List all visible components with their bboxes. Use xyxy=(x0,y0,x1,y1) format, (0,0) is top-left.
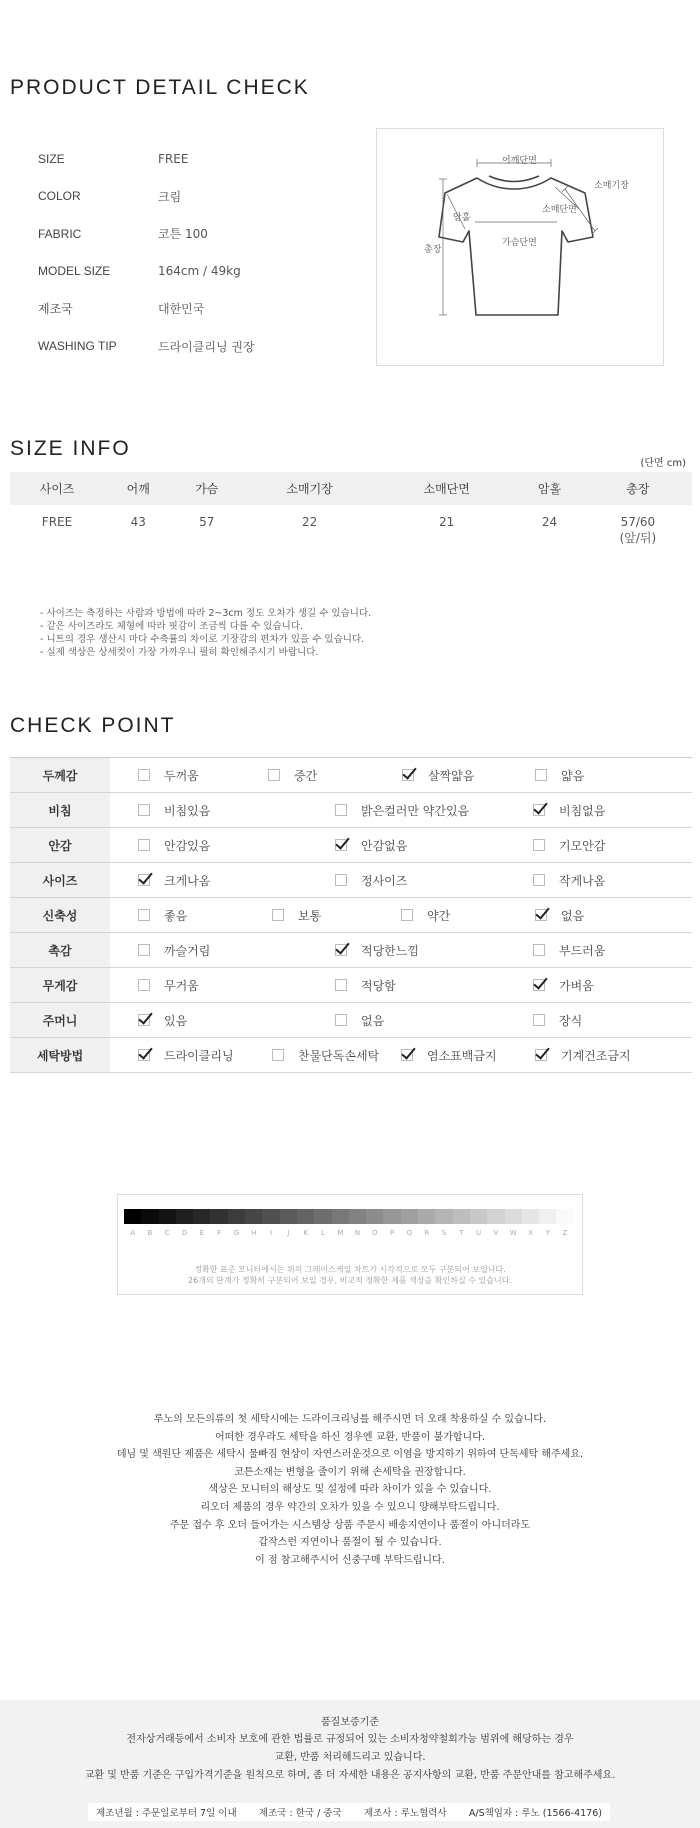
column-header: 어깨 xyxy=(104,472,173,505)
checkbox-icon[interactable] xyxy=(335,874,347,886)
checkbox-icon[interactable] xyxy=(138,909,150,921)
grayscale-note-line: 26개의 단계가 정확히 구분되어 보일 경우, 비교적 정확한 제품 색상을 확인하실 수 있습니다. xyxy=(188,1276,512,1285)
check-option-label: 밝은컬러만 약간있음 xyxy=(361,803,470,818)
care-line: 데님 및 색원단 제품은 세탁시 물빠짐 현상이 자연스러운것으로 이염을 방지하기 위하여 단독세탁 해주세요. xyxy=(116,1449,584,1461)
label-sleeve-length: 소매기장 xyxy=(594,181,629,191)
check-row-label: 두께감 xyxy=(10,758,110,792)
spec-row xyxy=(38,140,338,178)
check-option[interactable] xyxy=(533,863,605,897)
check-option-label: 살짝얇음 xyxy=(428,768,475,783)
grayscale-swatch xyxy=(262,1209,279,1224)
footer-info: A/S책임자 : 루노 (1566-4176) xyxy=(468,1808,602,1819)
grayscale-letter: U xyxy=(476,1229,482,1237)
check-option[interactable] xyxy=(335,793,469,827)
footer-text xyxy=(0,1731,700,1785)
check-option-label: 얇음 xyxy=(561,768,585,783)
spec-value: 코튼 100 xyxy=(158,227,208,242)
grayscale-letter: I xyxy=(269,1229,273,1237)
check-option[interactable] xyxy=(535,898,584,932)
grayscale-letter: S xyxy=(441,1229,447,1237)
grayscale-letter: G xyxy=(233,1229,240,1237)
grayscale-letter: Q xyxy=(406,1229,413,1237)
care-line: 색상은 모니터의 해상도 및 설정에 따라 차이가 있을 수 있습니다. xyxy=(208,1484,492,1496)
spec-key: WASHING TIP xyxy=(38,339,117,354)
checked-checkbox-icon[interactable] xyxy=(535,1049,547,1061)
care-line: 이 점 참고해주시어 신중구매 부탁드립니다. xyxy=(255,1554,445,1566)
grayscale-letter: H xyxy=(251,1229,257,1237)
grayscale-swatch xyxy=(297,1209,314,1224)
grayscale-swatch xyxy=(401,1209,418,1224)
care-line: 주문 접수 후 오더 들어가는 시스템상 상품 주문시 배송지연이나 품절이 아니더라도 xyxy=(169,1519,531,1531)
unit-label: (단면 cm) xyxy=(640,458,686,469)
grayscale-swatch xyxy=(176,1209,193,1224)
measurement-diagram xyxy=(376,128,664,366)
grayscale-swatch xyxy=(349,1209,366,1224)
spec-value: 대한민국 xyxy=(158,302,205,317)
column-header: 가슴 xyxy=(173,472,242,505)
check-row-label: 세탁방법 xyxy=(10,1038,110,1072)
grayscale-chart xyxy=(117,1194,583,1295)
checked-checkbox-icon[interactable] xyxy=(335,839,347,851)
grayscale-swatch xyxy=(245,1209,262,1224)
footer-title: 품질보증기준 xyxy=(321,1717,379,1728)
footer-info: 제조사 : 루노협력사 xyxy=(363,1808,447,1819)
checkbox-icon[interactable] xyxy=(272,1049,284,1061)
check-option-label: 안감있음 xyxy=(164,838,211,853)
check-row xyxy=(10,933,692,968)
care-line: 리오더 제품의 경우 약간의 오차가 있을 수 있으니 양해부탁드립니다. xyxy=(200,1501,500,1513)
spec-list xyxy=(38,140,338,365)
checked-checkbox-icon[interactable] xyxy=(535,909,547,921)
grayscale-swatch xyxy=(470,1209,487,1224)
spec-value: 164cm / 49kg xyxy=(158,264,241,279)
check-option-label: 약간 xyxy=(427,908,451,923)
checkbox-icon[interactable] xyxy=(138,839,150,851)
grayscale-letters xyxy=(124,1229,574,1237)
check-option[interactable] xyxy=(533,933,605,967)
checked-checkbox-icon[interactable] xyxy=(138,1049,150,1061)
footer-line: 전자상거래등에서 소비자 보호에 관한 법률로 규정되어 있는 소비자청약철회가능 범위에 해당하는 경우 xyxy=(126,1734,574,1745)
grayscale-letter: K xyxy=(303,1229,308,1237)
check-option[interactable] xyxy=(272,1038,379,1072)
checked-checkbox-icon[interactable] xyxy=(401,1049,413,1061)
table-row xyxy=(10,505,692,555)
check-row xyxy=(10,968,692,1003)
grayscale-swatch xyxy=(383,1209,400,1224)
care-notice xyxy=(0,1411,700,1569)
note-line: - 같은 사이즈라도 체형에 따라 핏감이 조금씩 다를 수 있습니다. xyxy=(40,621,304,632)
spec-row xyxy=(38,253,338,291)
check-row-label: 주머니 xyxy=(10,1003,110,1037)
spec-row xyxy=(38,215,338,253)
grayscale-letter: F xyxy=(217,1229,222,1237)
checkbox-icon[interactable] xyxy=(533,874,545,886)
check-option[interactable] xyxy=(138,863,210,897)
footer-info: 제조국 : 한국 / 중국 xyxy=(258,1808,342,1819)
spec-value: 크림 xyxy=(158,189,182,204)
checkbox-icon[interactable] xyxy=(272,909,284,921)
check-option[interactable] xyxy=(138,828,210,862)
grayscale-note-line: 정확한 표준 모니터에서는 위의 그레이스케일 차트가 시각적으로 모두 구분되어 보입니다. xyxy=(194,1265,506,1274)
table-cell: 57 xyxy=(199,515,215,529)
grayscale-letter: T xyxy=(459,1229,464,1237)
check-option[interactable] xyxy=(335,863,407,897)
grayscale-swatch xyxy=(453,1209,470,1224)
checkbox-icon[interactable] xyxy=(535,769,547,781)
spec-value: 드라이클리닝 권장 xyxy=(158,339,255,354)
grayscale-swatch xyxy=(159,1209,176,1224)
check-option-label: 기모안감 xyxy=(559,838,606,853)
check-point-table xyxy=(10,757,692,1073)
label-shoulder: 어깨단면 xyxy=(502,156,537,166)
size-info-title: SIZE INFO xyxy=(10,437,131,460)
grayscale-swatch xyxy=(141,1209,158,1224)
length-value: 57/60 xyxy=(620,515,656,529)
care-line: 어떠한 경우라도 세탁을 하신 경우엔 교환, 반품이 불가합니다. xyxy=(214,1431,486,1443)
check-option[interactable] xyxy=(533,968,594,1002)
column-header: 소매기장 xyxy=(241,472,378,505)
quality-footer xyxy=(0,1700,700,1828)
spec-row xyxy=(38,178,338,216)
check-row xyxy=(10,898,692,933)
check-row xyxy=(10,1003,692,1038)
table-cell: 24 xyxy=(541,515,558,529)
column-header: 사이즈 xyxy=(10,472,104,505)
spec-row xyxy=(38,290,338,328)
grayscale-letter: M xyxy=(337,1229,344,1237)
check-point-title: CHECK POINT xyxy=(10,714,176,737)
grayscale-letter: J xyxy=(287,1229,290,1237)
grayscale-letter: W xyxy=(509,1229,517,1237)
grayscale-letter: X xyxy=(528,1229,533,1237)
check-option[interactable] xyxy=(335,828,407,862)
grayscale-swatch xyxy=(487,1209,504,1224)
grayscale-letter: V xyxy=(493,1229,499,1237)
check-option[interactable] xyxy=(533,828,605,862)
spec-value: FREE xyxy=(158,151,189,166)
check-row-label: 안감 xyxy=(10,828,110,862)
checkbox-icon[interactable] xyxy=(335,804,347,816)
table-header-row xyxy=(10,472,692,505)
check-option[interactable] xyxy=(401,898,450,932)
check-option[interactable] xyxy=(138,933,210,967)
grayscale-letter: R xyxy=(424,1229,430,1237)
spec-key: MODEL SIZE xyxy=(38,264,111,279)
check-option-label: 있음 xyxy=(164,1013,188,1028)
spec-key: SIZE xyxy=(38,151,65,166)
check-option-label: 보통 xyxy=(298,908,322,923)
checkbox-icon[interactable] xyxy=(401,909,413,921)
grayscale-swatch xyxy=(418,1209,435,1224)
check-option-label: 좋음 xyxy=(164,908,188,923)
check-option[interactable] xyxy=(138,898,187,932)
check-option-label: 안감없음 xyxy=(361,838,408,853)
grayscale-swatch xyxy=(210,1209,227,1224)
label-armhole: 암홀 xyxy=(453,213,471,223)
check-option-label: 비침없음 xyxy=(559,803,606,818)
table-cell: 43 xyxy=(130,515,146,529)
check-option-label: 작게나옴 xyxy=(559,873,606,888)
checked-checkbox-icon[interactable] xyxy=(138,874,150,886)
spec-key: COLOR xyxy=(38,189,81,204)
grayscale-ramp xyxy=(124,1209,574,1224)
checked-checkbox-icon[interactable] xyxy=(402,769,414,781)
checkbox-icon[interactable] xyxy=(138,979,150,991)
spec-key: FABRIC xyxy=(38,226,82,241)
check-row-label: 무게감 xyxy=(10,968,110,1002)
grayscale-swatch xyxy=(228,1209,245,1224)
note-line: - 니트의 경우 생산시 마다 수축률의 차이로 기장감의 편차가 있을 수 있습니다. xyxy=(40,634,365,645)
grayscale-letter: Y xyxy=(545,1229,550,1237)
table-cell: 21 xyxy=(439,515,455,529)
check-option-label: 없음 xyxy=(561,908,585,923)
check-row xyxy=(10,828,692,863)
check-option-label: 정사이즈 xyxy=(361,873,408,888)
check-option-label: 드라이클리닝 xyxy=(164,1048,234,1063)
check-row xyxy=(10,1038,692,1073)
footer-line: 교환 및 반품 기준은 구입가격기준을 원칙으로 하며, 좀 더 자세한 내용은 공지사항의 교환, 반품 주문안내를 참고해주세요. xyxy=(84,1770,616,1781)
check-option[interactable] xyxy=(535,758,584,792)
table-cell: 22 xyxy=(301,515,318,529)
check-option[interactable] xyxy=(402,758,474,792)
check-option[interactable] xyxy=(401,1038,497,1072)
check-option[interactable] xyxy=(138,968,199,1002)
grayscale-swatch xyxy=(193,1209,210,1224)
length-note: (앞/뒤) xyxy=(619,531,657,545)
check-option[interactable] xyxy=(272,898,321,932)
check-option-label: 장식 xyxy=(559,1013,583,1028)
check-option[interactable] xyxy=(335,933,419,967)
grayscale-letter: A xyxy=(130,1229,136,1237)
grayscale-swatch xyxy=(280,1209,297,1224)
check-row xyxy=(10,863,692,898)
check-option-label: 염소표백금지 xyxy=(427,1048,497,1063)
check-row-label: 신축성 xyxy=(10,898,110,932)
grayscale-swatch xyxy=(314,1209,331,1224)
care-line: 코튼소재는 변형을 줄이기 위해 손세탁을 권장합니다. xyxy=(234,1466,466,1478)
check-option-label: 무거움 xyxy=(164,978,199,993)
check-row-label: 촉감 xyxy=(10,933,110,967)
check-option-label: 찬물단독손세탁 xyxy=(298,1048,380,1063)
grayscale-swatch xyxy=(124,1209,141,1224)
grayscale-note xyxy=(118,1264,582,1286)
column-header: 소매단면 xyxy=(378,472,515,505)
column-header: 암홀 xyxy=(515,472,584,505)
grayscale-swatch xyxy=(505,1209,522,1224)
grayscale-swatch xyxy=(522,1209,539,1224)
checkbox-icon[interactable] xyxy=(533,944,545,956)
checked-checkbox-icon[interactable] xyxy=(533,979,545,991)
checkbox-icon[interactable] xyxy=(138,944,150,956)
check-option[interactable] xyxy=(138,1003,187,1037)
check-option[interactable] xyxy=(138,793,210,827)
check-option-label: 없음 xyxy=(361,1013,385,1028)
check-option-label: 두꺼움 xyxy=(164,768,199,783)
footer-info-bar xyxy=(88,1803,610,1821)
check-option-label: 중간 xyxy=(294,768,318,783)
grayscale-letter: D xyxy=(181,1229,188,1237)
note-line: - 사이즈는 측정하는 사람과 방법에 따라 2~3cm 정도 오차가 생길 수 있습니다. xyxy=(40,608,372,619)
checked-checkbox-icon[interactable] xyxy=(533,804,545,816)
table-cell xyxy=(584,505,692,555)
grayscale-letter: Z xyxy=(562,1229,568,1237)
checkbox-icon[interactable] xyxy=(533,839,545,851)
grayscale-letter: E xyxy=(199,1229,205,1237)
check-row xyxy=(10,793,692,828)
check-row xyxy=(10,758,692,793)
column-header: 총장 xyxy=(584,472,692,505)
checkbox-icon[interactable] xyxy=(138,769,150,781)
grayscale-letter: L xyxy=(320,1229,325,1237)
checked-checkbox-icon[interactable] xyxy=(138,1014,150,1026)
check-option-label: 적당함 xyxy=(361,978,396,993)
checkbox-icon[interactable] xyxy=(335,979,347,991)
grayscale-swatch xyxy=(435,1209,452,1224)
checkbox-icon[interactable] xyxy=(533,1014,545,1026)
check-option[interactable] xyxy=(533,1003,582,1037)
grayscale-swatch xyxy=(539,1209,556,1224)
note-line: - 실제 색상은 상세컷이 가장 가까우니 필히 확인해주시기 바랍니다. xyxy=(40,647,319,658)
check-option[interactable] xyxy=(335,1003,384,1037)
checkbox-icon[interactable] xyxy=(138,804,150,816)
label-sleeve-width: 소매단면 xyxy=(542,205,577,215)
footer-info: 제조년월 : 주문일로부터 7일 이내 xyxy=(96,1808,237,1819)
check-option[interactable] xyxy=(138,1038,234,1072)
footer-line: 교환, 반품 처리해드리고 있습니다. xyxy=(274,1752,426,1763)
size-table xyxy=(10,472,692,555)
grayscale-letter: P xyxy=(389,1229,395,1237)
label-length: 총장 xyxy=(424,245,442,255)
check-option[interactable] xyxy=(533,793,605,827)
grayscale-letter: B xyxy=(147,1229,153,1237)
checkbox-icon[interactable] xyxy=(268,769,280,781)
grayscale-letter: N xyxy=(354,1229,361,1237)
spec-row xyxy=(38,328,338,366)
grayscale-swatch xyxy=(556,1209,573,1224)
grayscale-letter: C xyxy=(164,1229,170,1237)
check-option-label: 비침있음 xyxy=(164,803,211,818)
care-line: 루노의 모든의류의 첫 세탁시에는 드라이크리닝를 해주시면 더 오래 착용하실 수 있습니다. xyxy=(153,1414,547,1425)
detail-title: PRODUCT DETAIL CHECK xyxy=(10,76,310,99)
check-option[interactable] xyxy=(138,758,199,792)
check-option-label: 까슬거림 xyxy=(164,943,211,958)
check-option-label: 기계건조금지 xyxy=(561,1048,631,1063)
check-row-label: 사이즈 xyxy=(10,863,110,897)
table-cell: FREE xyxy=(41,515,73,529)
check-option-label: 적당한느낌 xyxy=(361,943,419,958)
care-line: 갑작스런 지연이나 품절이 될 수 있습니다. xyxy=(258,1537,442,1549)
grayscale-swatch xyxy=(332,1209,349,1224)
check-option[interactable] xyxy=(335,968,396,1002)
checkbox-icon[interactable] xyxy=(335,1014,347,1026)
spec-key: 제조국 xyxy=(38,302,73,317)
check-option-label: 크게나옴 xyxy=(164,873,211,888)
grayscale-swatch xyxy=(366,1209,383,1224)
check-option[interactable] xyxy=(535,1038,631,1072)
check-row-label: 비침 xyxy=(10,793,110,827)
check-option-label: 부드러움 xyxy=(559,943,606,958)
check-option[interactable] xyxy=(268,758,317,792)
grayscale-letter: O xyxy=(372,1229,378,1237)
label-chest: 가슴단면 xyxy=(502,238,537,248)
checked-checkbox-icon[interactable] xyxy=(335,944,347,956)
size-notes xyxy=(40,607,371,659)
check-option-label: 가벼움 xyxy=(559,978,594,993)
